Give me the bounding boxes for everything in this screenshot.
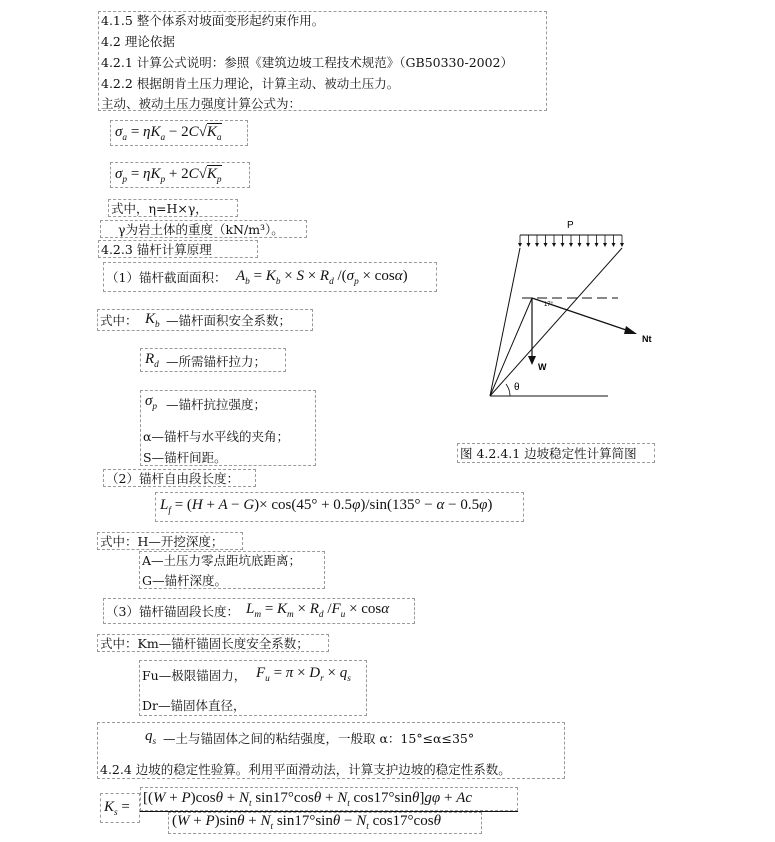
- load-arrow-head: [595, 243, 599, 247]
- sp-desc: —锚杆抗拉强度；: [166, 397, 267, 412]
- gamma-desc: γ为岩土体的重度（kN/m³）。: [118, 222, 284, 237]
- load-arrow-head: [578, 243, 582, 247]
- alpha-desc: α—锚杆与水平线的夹角；: [143, 429, 289, 444]
- qs-desc: —土与锚固体之间的粘结强度，一般取 α：15°≤α≤35°: [163, 731, 475, 746]
- load-arrow-head: [586, 243, 590, 247]
- fu-desc: Fu—极限锚固力，: [142, 668, 247, 683]
- figure-caption: 图 4.2.4.1 边坡稳定性计算简图: [460, 446, 637, 461]
- load-arrow-head: [518, 243, 522, 247]
- symbol-sigma-p: $\sigma_p$: [145, 393, 158, 412]
- line-42: 4.2 理论依据: [101, 34, 175, 49]
- load-arrow-head: [561, 243, 565, 247]
- label-p: P: [567, 220, 574, 231]
- formula-fu: $F_u = \pi \times D_r \times q_s$: [256, 665, 351, 684]
- dr-desc: Dr—锚固体直径，: [142, 698, 246, 713]
- symbol-qs: $q_s$: [145, 728, 157, 747]
- formula-ks-numerator: [$(W + P)\cos\theta + N_t$ $\sin 17^\circ\cos\theta + N_t$ cos17°sinθ]gφ + Ac: [143, 790, 473, 809]
- line-formula-intro: 主动、被动土压力强度计算公式为：: [101, 96, 302, 111]
- anchor-area-label: （1）锚杆截面面积：: [106, 270, 227, 285]
- load-arrow-head: [612, 243, 616, 247]
- where-eta: 式中，η=H×γ，: [111, 201, 208, 216]
- load-arrow-head: [544, 243, 548, 247]
- where-kb-prefix: 式中：: [100, 313, 138, 328]
- formula-ks-lhs: $K_s$ =: [104, 799, 130, 818]
- h-desc: 式中：H—开挖深度；: [100, 534, 224, 549]
- formula-sigma-a: $\sigma_a = \eta K_a - 2C√K_a$: [115, 124, 222, 143]
- distributed-load: [518, 235, 624, 247]
- section-423: 4.2.3 锚杆计算原理: [101, 242, 212, 257]
- a-desc: A—土压力零点距坑底距离；: [142, 553, 302, 568]
- km-desc: 式中：Km—锚杆锚固长度安全系数；: [100, 636, 309, 651]
- load-arrow-head: [603, 243, 607, 247]
- symbol-kb: $K_b$: [145, 311, 160, 330]
- formula-lf: $L_f = (H + A - G)\times \cos(45^\circ + 0.5\varphi)/\sin(135^\circ - \alpha - 0.5\varphi)$: [160, 497, 493, 516]
- formula-ab: $A_b = K_b \times S \times R_d$ $/(\sigma_p \times \cos\alpha)$: [236, 268, 408, 287]
- label-nt: Nt: [642, 334, 652, 344]
- line-415: 4.1.5 整个体系对坡面变形起约束作用。: [101, 13, 325, 28]
- free-len-label: （2）锚杆自由段长度：: [106, 471, 239, 486]
- slope-stability-diagram: [480, 218, 680, 408]
- line-421: 4.2.1 计算公式说明：参照《建筑边坡工程技术规范》（GB50330-2002）: [101, 55, 514, 70]
- load-arrow-head: [569, 243, 573, 247]
- symbol-rd: $R_d$: [145, 351, 159, 370]
- anchor-len-label: （3）锚杆锚固段长度：: [106, 604, 239, 619]
- label-w: W: [538, 362, 547, 372]
- formula-ks-denominator: $(W + P)\sin\theta + N_t$ $\sin 17^\circ\sin\theta - N_t$ cos17°cosθ: [172, 813, 441, 832]
- load-arrow-head: [527, 243, 531, 247]
- formula-lm: $L_m = K_m \times R_d$ $/F_u \times \cos\alpha$: [246, 601, 390, 620]
- label-theta: θ: [514, 382, 520, 393]
- formula-sigma-p: $\sigma_p = \eta K_p + 2C√K_p$: [115, 166, 222, 185]
- section-424: 4.2.4 边坡的稳定性验算。利用平面滑动法，计算支护边坡的稳定性系数。: [100, 762, 511, 777]
- s-desc: S—锚杆间距。: [143, 450, 227, 465]
- load-arrow-head: [535, 243, 539, 247]
- g-desc: G—锚杆深度。: [142, 573, 227, 588]
- load-arrow-head: [620, 243, 624, 247]
- rd-desc: —所需锚杆拉力；: [166, 354, 267, 369]
- line-422: 4.2.2 根据朗肯土压力理论，计算主动、被动土压力。: [101, 76, 400, 91]
- load-arrow-head: [552, 243, 556, 247]
- label-17deg: 17°: [544, 302, 554, 308]
- kb-desc: —锚杆面积安全系数；: [166, 313, 292, 328]
